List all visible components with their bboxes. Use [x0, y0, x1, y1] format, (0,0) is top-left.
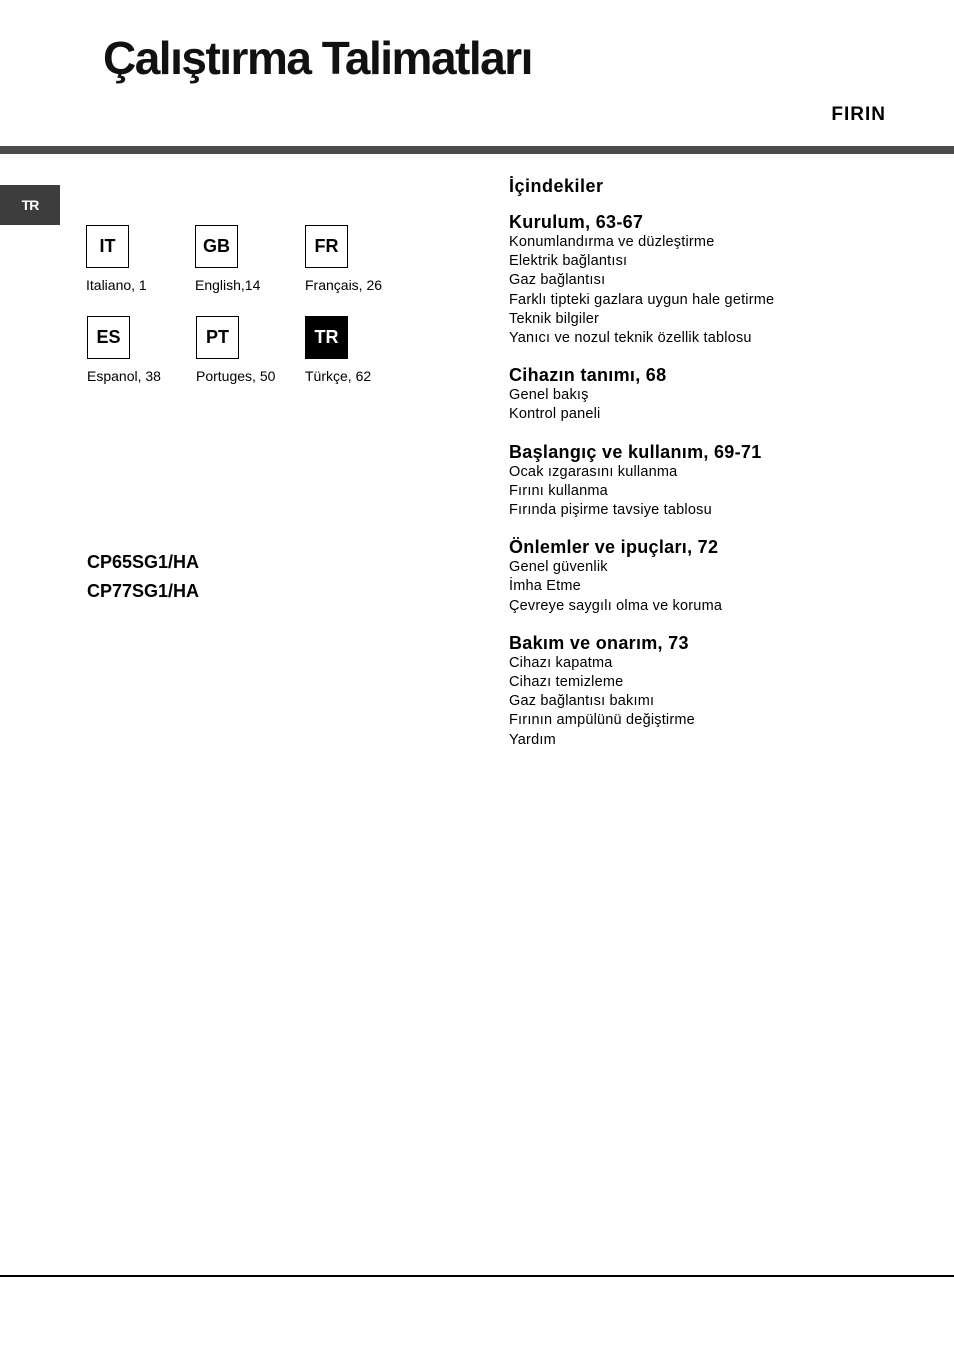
toc-item[interactable]: Cihazı kapatma	[509, 654, 613, 671]
model-number: CP77SG1/HA	[87, 581, 200, 601]
language-item-gb[interactable]	[195, 225, 315, 293]
toc-item[interactable]: Farklı tipteki gazlara uygun hale getirme	[509, 291, 775, 308]
language-label: Portuges, 50	[196, 368, 276, 384]
toc-item[interactable]: Genel bakış	[509, 387, 589, 404]
toc-item[interactable]: Yardım	[509, 731, 556, 748]
toc-item[interactable]: Kontrol paneli	[509, 406, 601, 423]
language-code-box[interactable]: GB	[195, 225, 238, 268]
language-code-box[interactable]: IT	[86, 225, 129, 268]
toc-heading: İçindekiler	[509, 176, 604, 196]
toc-section-baslangic	[509, 442, 929, 521]
top-divider	[0, 146, 954, 154]
page-title: Çalıştırma Talimatları	[103, 32, 532, 84]
toc-item[interactable]: Cihazı temizleme	[509, 674, 624, 691]
toc-item[interactable]: Elektrik bağlantısı	[509, 253, 628, 270]
language-label: Italiano, 1	[86, 277, 147, 293]
language-item-tr[interactable]	[305, 316, 425, 384]
current-language-tab: TR	[0, 185, 60, 225]
language-code-box[interactable]: FR	[305, 225, 348, 268]
bottom-divider	[0, 1275, 954, 1277]
toc-item[interactable]: Konumlandırma ve düzleştirme	[509, 234, 715, 250]
toc-item[interactable]: Fırında pişirme tavsiye tablosu	[509, 502, 712, 519]
model-number: CP65SG1/HA	[87, 552, 200, 572]
language-label: Français, 26	[305, 277, 383, 293]
language-item-it[interactable]	[86, 225, 206, 293]
toc-item[interactable]: Fırını kullanma	[509, 482, 608, 499]
table-of-contents	[509, 176, 929, 767]
toc-item[interactable]: Teknik bilgiler	[509, 310, 600, 327]
toc-item[interactable]: Gaz bağlantısı	[509, 272, 606, 289]
toc-item[interactable]: Fırının ampülünü değiştirme	[509, 712, 695, 729]
language-code-box-active[interactable]: TR	[305, 316, 348, 359]
toc-section-title[interactable]: Başlangıç ve kullanım, 69-71	[509, 441, 762, 462]
toc-item[interactable]: Genel güvenlik	[509, 559, 608, 576]
language-item-fr[interactable]	[305, 225, 425, 293]
toc-section-title[interactable]: Bakım ve onarım, 73	[509, 632, 689, 653]
language-item-es[interactable]	[87, 316, 207, 384]
toc-item[interactable]: Gaz bağlantısı bakımı	[509, 693, 655, 710]
toc-section-kurulum	[509, 212, 929, 348]
language-label: Espanol, 38	[87, 368, 161, 384]
toc-section-bakim	[509, 633, 929, 750]
toc-section-title[interactable]: Cihazın tanımı, 68	[509, 365, 667, 386]
language-label: Türkçe, 62	[305, 368, 372, 384]
toc-section-cihazin-tanimi	[509, 365, 929, 424]
language-item-pt[interactable]	[196, 316, 316, 384]
toc-section-onlemler	[509, 537, 929, 616]
toc-item[interactable]: Çevreye saygılı olma ve koruma	[509, 597, 723, 614]
toc-section-title[interactable]: Önlemler ve ipuçları, 72	[509, 537, 719, 558]
language-label: English,14	[195, 277, 261, 293]
toc-item[interactable]: Ocak ızgarasını kullanma	[509, 463, 678, 480]
language-code-box[interactable]: ES	[87, 316, 130, 359]
product-name: FIRIN	[831, 104, 886, 125]
toc-item[interactable]: İmha Etme	[509, 578, 581, 595]
toc-section-title[interactable]: Kurulum, 63-67	[509, 212, 644, 232]
model-list	[87, 548, 199, 606]
language-code-box[interactable]: PT	[196, 316, 239, 359]
toc-item[interactable]: Yanıcı ve nozul teknik özellik tablosu	[509, 330, 752, 347]
